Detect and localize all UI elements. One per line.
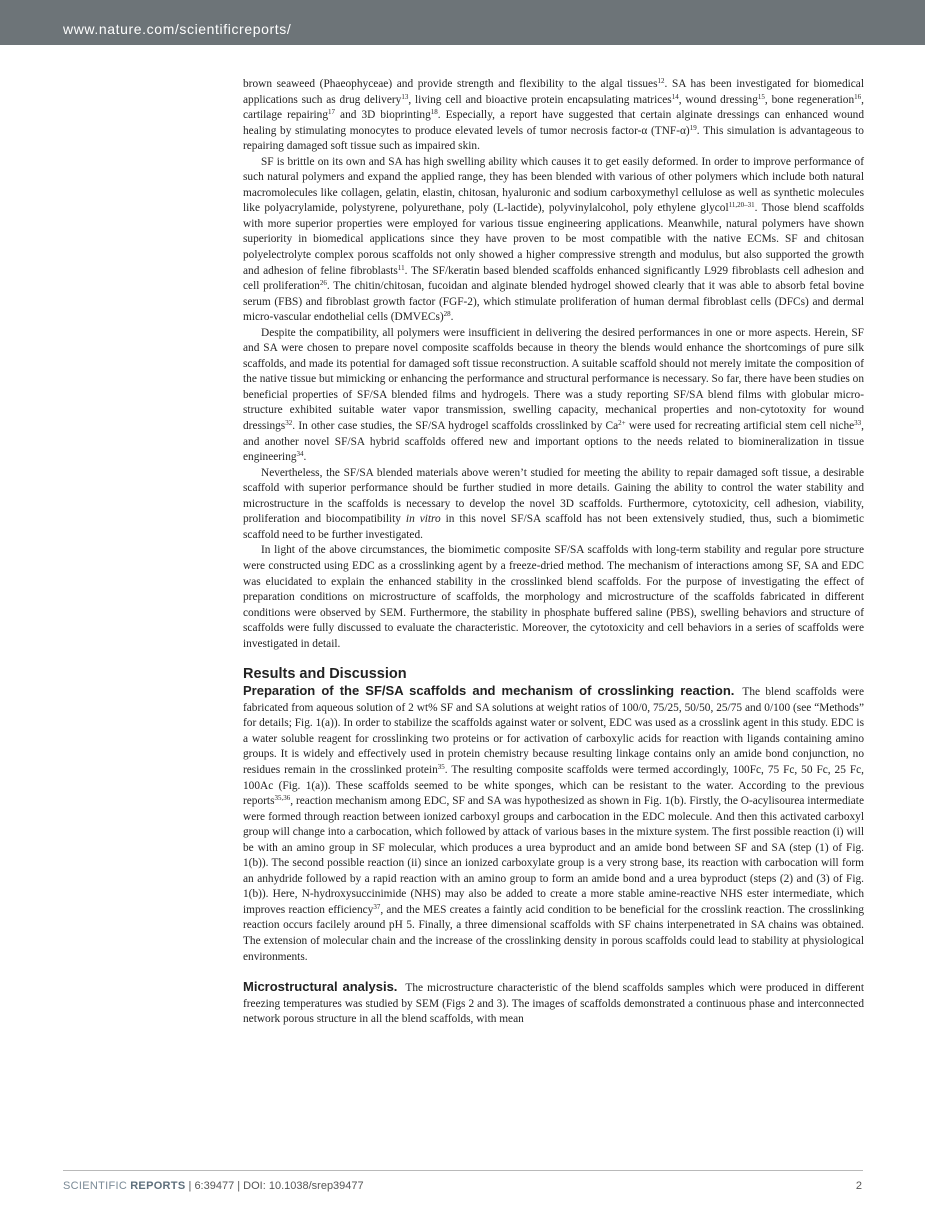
section-heading-results: Results and Discussion [243,666,407,683]
header-bar [0,0,925,45]
microstructural-body: The microstructure characteristic of the blend scaffolds samples which were produced in different freezing temperatures was studied by SEM (Figs 2 and 3). The images of scaffolds demonstrated a continuous phase and interconnected network porous structure in all the blend scaffolds, with mean [243,982,864,1026]
paragraph-preparation [243,683,864,965]
paragraph-blending: SF is brittle on its own and SA has high swelling ability which causes it to get easily deformed. In order to improve performance of such natural polymers and expand the applied range, they has been blended with various of other polymers which include both natural macromolecules like collagen, gelatin, elastin, chitosan, hyaluronic and sodium carboxymethyl cellulose as well as synthetic molecules like polyacrylamide, polystyrene, polyurethane, poly (L-lactide), polyvinylalcohol, poly ethylene glycol$^{11,20-31}$. Those blend scaffolds with more superior properties were employed for various tissue engineering applications. Meanwhile, natural polymers have shown superiority in biomedical applications since they have proven to be most compatible with the native ECMs. SF and chitosan polyelectrolyte complex porous scaffolds not only showed a higher compressive strength and modulus, but also supported the growth and adhesion of feline fibroblasts$^{11}$. The SF/keratin based blended scaffolds enhanced significantly L929 fibroblasts cell adhesion and cell proliferation$^{26}$. The chitin/chitosan, fucoidan and alginate blended hydrogel showed clearly that it was able to absorb fetal bovine serum (FBS) and fibroblast growth factor (FGF-2), which stimulate proliferation of human dermal fibroblast cells (DFCs) and dermal micro-vascular endothelial cells (DMVECs)$^{28}$. [243,155,865,324]
subheading-microstructural: Microstructural analysis. [243,979,398,995]
journal-url[interactable]: www.nature.com/scientificreports/ [63,21,292,37]
journal-brand-light: SCIENTIFIC [63,1180,128,1192]
paragraph-nevertheless: Nevertheless, the SF/SA blended materials above weren’t studied for meeting the ability to repair damaged soft tissue, a desirable scaffold with superior performance should be further studied in more details. Gaining the ability to control the water stability and microstructure in the scaffolds is necessary to develop the novel 3D scaffolds. Furthermore, cytotoxicity, cell adhesion, viability, proliferation and biocompatibility in vitro in this novel SF/SA scaffold has not been extensively studied, thus, such a biomimetic scaffold need to be further investigated. [243,466,864,541]
citation-text: | 6:39477 | DOI: 10.1038/srep39477 [185,1180,364,1192]
preparation-body: The blend scaffolds were fabricated from aqueous solution of 2 wt% SF and SA solutions at weight ratios of 100/0, 75/25, 50/50, 25/75 and 0/100 (see “Methods” for details; Fig. 1(a)). In order to stabilize the scaffolds against water or solvent, EDC was used as a crosslink agent in this study. EDC is a water soluble reagent for crosslinking two proteins or for activation of carboxylic acids for reaction with ligands containing amino groups. It is widely and effectively used in protein chemistry because resulting linkage contains only an amide bond conjunction, no residues remain in the crosslinked protein$^{35}$. The resulting composite scaffolds were termed accordingly, 100Fc, 75 Fc, 50 Fc, 25 Fc, 100Ac (Fig. 1(a)). These scaffolds seemed to be white sponges, which can be resistant to the water. According to the previous reports$^{35,36}$, reaction mechanism among EDC, SF and SA was hypothesized as shown in Fig. 1(b). Firstly, the O-acylisourea intermediate were formed through reaction between ionized carboxyl groups and carbocation in the EDC molecule. And then this activated carboxyl group will change into a carbocation, which followed by attack of various bases in the mixture system. The first possible reaction (i) will be with an amino group in SF molecular, which produces a urea byproduct and an amide bond between SF and SA (step (1) of Fig. 1(b)). The second possible reaction (ii) since an ionized carboxylate group is a very strong base, its reaction with carbocation will form an anhydride followed by a rapid reaction with an amino group to form an amide bond and a urea byproduct (steps (2) and (3) of Fig. 1(b)). Here, N-hydroxysuccinimide (NHS) may also be added to create a more stable amine-reactive NHS ester intermediate, which improves reaction efficiency$^{37}$, and the MES creates a faintly acid condition to be beneficial for the crosslink reaction. The crosslinking reaction occurs facilely around pH 5. Finally, a three dimensional scaffolds with SF chains interpenetrated in SA chains was obtained. The extension of molecular chain and the increase of the crosslinking density in porous scaffolds could lead to stability at physiological environments. [243,686,865,963]
page-number: 2 [855,1180,862,1192]
paragraph-intro-continued: brown seaweed (Phaeophyceae) and provide strength and flexibility to the algal tissues$^{12}$. SA has been investigated for biomedical applications such as drug delivery$^{13}$, living cell and bioactive protein encapsulating matrices$^{14}$, wound dressing$^{15}$, bone regeneration$^{16}$, cartilage repairing$^{17}$ and 3D bioprinting$^{18}$. Especially, a report have suggested that certain alginate dressings can enhanced wound healing by stimulating monocytes to produce elevated levels of tumor necrosis factor-α $(TNF-\alpha)^{19}$. This simulation is advantageous to repairing damaged soft tissue such as impaired skin. [243,77,864,153]
paragraph-compatibility: Despite the compatibility, all polymers were insufficient in delivering the desired performances in one or more aspects. Herein, SF and SA were chosen to prepare novel composite scaffolds because in theory the blends would enhance the shortcomings of pure silk scaffolds, and made its potential for damaged soft tissue reconstruction. A suitable scaffold should not merely imitate the composition of the native tissue but mimicking or enhancing the performance and structural performance is necessary. So far, there have been studies on beneficial properties of SF/SA blended films and hydrogels. There was a study reporting SF/SA blend films with globular micro-structure exhibited suitable water vapor transmission, swelling capacity, mechanical properties and non-cytotoxity for wound dressings$^{32}$. In other case studies, the SF/SA hydrogel scaffolds crosslinked by $Ca^{2+}$ were used for recreating artificial stem cell niche$^{33}$, and another novel SF/SA hybrid scaffolds offered new and important options to the needs related to biomineralization in tissue engineering$^{34}$. [243,326,864,464]
paragraph-circumstances: In light of the above circumstances, the biomimetic composite SF/SA scaffolds with long-term stability and regular pore structure were constructed using EDC as a crosslinking agent by a freeze-dried method. The mechanism of interactions among SF, SA and EDC was elucidated to explain the enhanced stability in the crosslinked blend scaffolds. For the purpose of investigating the effect of preparation conditions on microstructure of scaffolds, the morphology and microstructure of the scaffolds fabricated in different conditions were observed by SEM. Furthermore, the stability in phosphate buffered saline (PBS), swelling behaviors and structure of scaffolds were fully discussed to evaluate the characteristic. Moreover, the cytotoxicity and cell behaviors in a series of scaffolds were investigated in detail. [243,544,864,650]
journal-brand-bold: REPORTS [130,1180,186,1192]
footer-citation [63,1180,364,1192]
article-body [243,77,864,1028]
paragraph-microstructural [243,979,864,1028]
subheading-preparation: Preparation of the SF/SA scaffolds and mechanism of crosslinking reaction. [243,683,735,699]
footer-divider [63,1170,863,1171]
